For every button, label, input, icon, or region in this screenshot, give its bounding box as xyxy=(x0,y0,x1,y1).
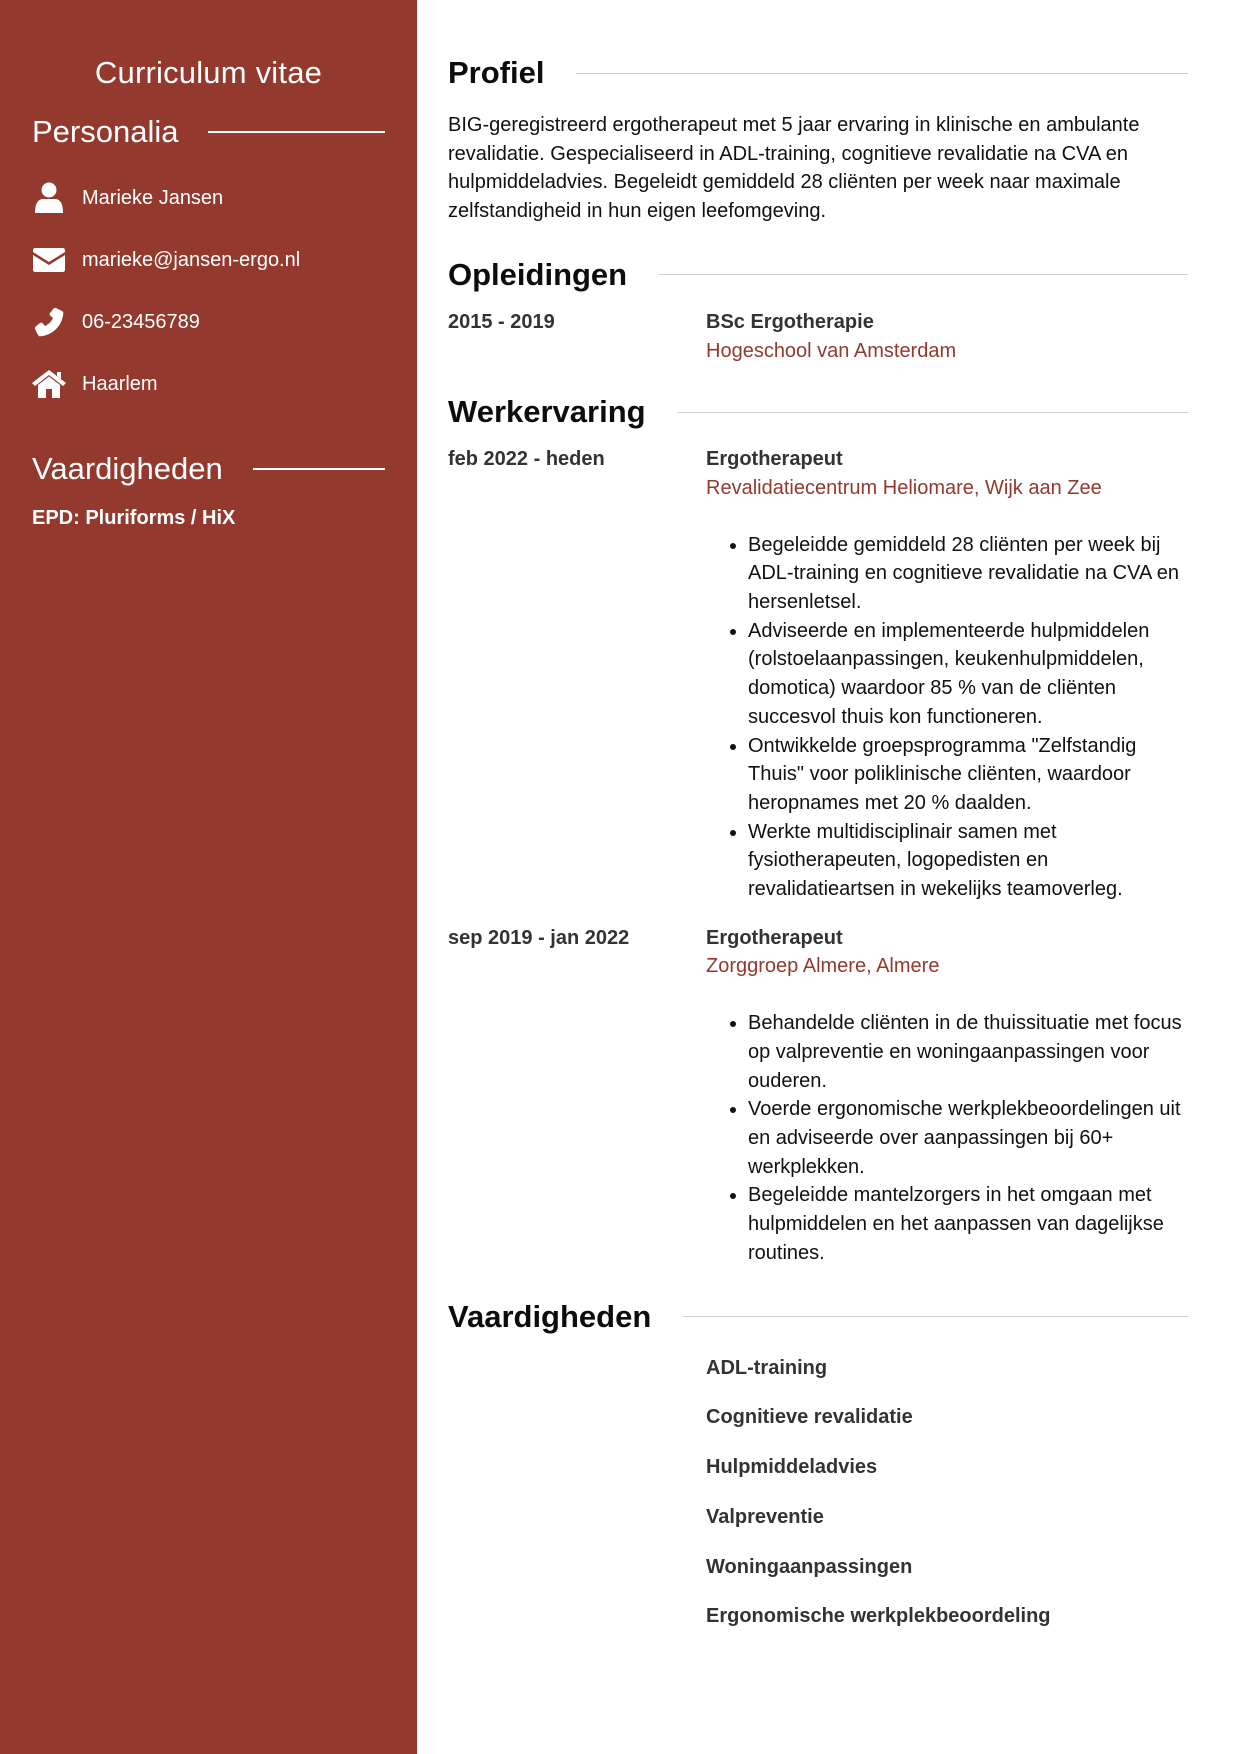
experience-title: Ergotherapeut xyxy=(706,448,843,471)
experience-body xyxy=(706,924,1188,1268)
experience-section xyxy=(448,394,1188,1267)
skills-heading xyxy=(448,1299,1188,1335)
divider xyxy=(659,274,1188,275)
skills-section xyxy=(448,1299,1188,1631)
sidebar-skills-heading xyxy=(32,451,385,487)
personalia-heading xyxy=(32,114,385,150)
experience-title: Ergotherapeut xyxy=(706,926,843,949)
personalia-heading-text: Personalia xyxy=(32,114,179,149)
sidebar xyxy=(0,0,417,1754)
bullet-item: • Adviseerde en implementeerde hulpmiddelen (rolstoelaanpassingen, keukenhulpmiddelen, domotica) waardoor 85 % van de cliënten succesvol thuis kon functioneren. xyxy=(748,617,1188,732)
skill-item: Hulpmiddeladvies xyxy=(706,1456,878,1479)
bullet-item: • Begeleidde mantelzorgers in het omgaan met hulpmiddelen en het aanpassen van dagelijkse routines. xyxy=(748,1181,1188,1267)
education-entry xyxy=(448,308,1188,365)
experience-bullets xyxy=(706,1009,1188,1267)
profile-text: BIG-geregistreerd ergotherapeut met 5 jaar ervaring in klinische en ambulante revalidatie. Gespecialiseerd in ADL-training, cognitieve revalidatie na CVA en hulpmiddeladvies. Begeleidt gemiddeld 28 cliënten per week naar maximale zelfstandigheid in hun eigen leefomgeving. xyxy=(448,114,1140,223)
divider xyxy=(208,131,385,133)
bullet-item: • Behandelde cliënten in de thuissituatie met focus op valpreventie en woningaanpassingen voor ouderen. xyxy=(748,1009,1188,1095)
education-section xyxy=(448,257,1188,365)
contact-phone[interactable] xyxy=(32,291,385,353)
divider xyxy=(678,412,1188,413)
sidebar-skills-heading-text: Vaardigheden xyxy=(32,451,223,486)
contact-phone-text[interactable]: 06-23456789 xyxy=(82,310,200,333)
education-title: BSc Ergotherapie xyxy=(706,310,874,333)
experience-employer: Zorggroep Almere, Almere xyxy=(706,955,940,978)
contact-email[interactable] xyxy=(32,229,385,291)
education-heading-text: Opleidingen xyxy=(448,256,628,292)
envelope-icon xyxy=(32,243,66,277)
experience-heading-text: Werkervaring xyxy=(448,394,646,430)
experience-body xyxy=(706,445,1188,904)
cv-title: Curriculum vitae xyxy=(94,55,323,90)
skill-item: Cognitieve revalidatie xyxy=(706,1406,913,1429)
sidebar-skill-item: EPD: Pluriforms / HiX xyxy=(32,507,236,529)
skill-item: Woningaanpassingen xyxy=(706,1555,913,1578)
experience-employer: Revalidatiecentrum Heliomare, Wijk aan Zee xyxy=(706,476,1102,499)
contact-name xyxy=(32,167,385,229)
divider xyxy=(683,1316,1188,1317)
divider xyxy=(253,468,385,470)
person-icon xyxy=(32,181,66,215)
experience-heading xyxy=(448,394,1188,430)
contact-list xyxy=(32,167,385,415)
home-icon xyxy=(32,367,66,401)
bullet-item: • Ontwikkelde groepsprogramma "Zelfstandig Thuis" voor poliklinische cliënten, waardoor heropnames met 20 % daalden. xyxy=(748,732,1188,818)
divider xyxy=(576,73,1188,74)
contact-name-text: Marieke Jansen xyxy=(82,186,224,209)
profile-heading xyxy=(448,55,1188,91)
education-body xyxy=(706,308,1188,365)
skills-heading-text: Vaardigheden xyxy=(448,1298,652,1334)
profile-section xyxy=(448,55,1188,226)
profile-heading-text: Profiel xyxy=(448,55,545,90)
bullet-item: • Werkte multidisciplinair samen met fysiotherapeuten, logopedisten en revalidatieartsen in wekelijks teamoverleg. xyxy=(748,818,1188,904)
contact-city xyxy=(32,353,385,415)
bullet-item: • Voerde ergonomische werkplekbeoordelingen uit en adviseerde over aanpassingen bij 60+ werkplekken. xyxy=(748,1095,1188,1181)
skill-item: ADL-training xyxy=(706,1356,828,1379)
education-heading xyxy=(448,257,1188,293)
experience-date: sep 2019 - jan 2022 xyxy=(448,926,630,949)
skills-list xyxy=(706,1354,1188,1631)
experience-entry xyxy=(448,445,1188,904)
contact-city-text: Haarlem xyxy=(82,372,158,395)
experience-entry xyxy=(448,924,1188,1268)
skill-item: Ergonomische werkplekbeoordeling xyxy=(706,1605,1051,1628)
skill-item: Valpreventie xyxy=(706,1505,824,1528)
experience-bullets xyxy=(706,531,1188,904)
bullet-item: • Begeleidde gemiddeld 28 cliënten per week bij ADL-training en cognitieve revalidatie na CVA en hersenletsel. xyxy=(748,531,1188,617)
experience-date: feb 2022 - heden xyxy=(448,448,605,471)
contact-email-text[interactable]: marieke@jansen-ergo.nl xyxy=(82,248,301,271)
phone-icon xyxy=(32,305,66,339)
main-content xyxy=(448,0,1188,1652)
education-school: Hogeschool van Amsterdam xyxy=(706,339,957,362)
education-date: 2015 - 2019 xyxy=(448,310,555,333)
